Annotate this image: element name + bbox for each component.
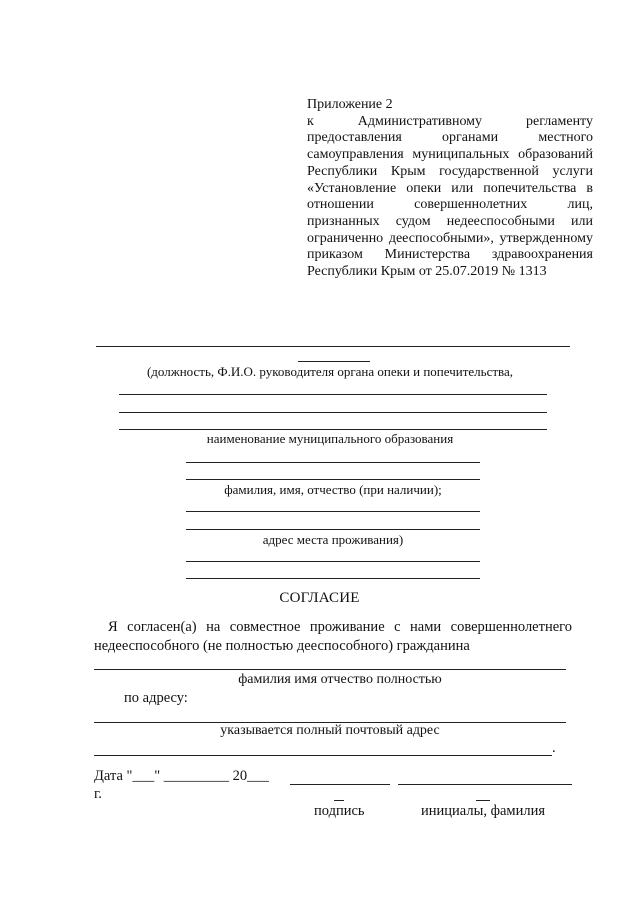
consent-heading: СОГЛАСИЕ	[279, 590, 360, 606]
postal-address-line	[94, 755, 552, 756]
header-line	[119, 429, 547, 430]
fio-caption: фамилия, имя, отчество (при наличии);	[224, 482, 442, 497]
header-line	[96, 346, 570, 347]
header-line	[186, 578, 480, 579]
trailing-period: .	[552, 740, 556, 756]
appendix-title: Приложение 2	[307, 97, 393, 112]
fio-full-caption: фамилия имя отчество полностью	[238, 672, 442, 687]
name-tick	[476, 800, 490, 801]
postal-caption: указывается полный почтовый адрес	[220, 723, 440, 738]
signature-caption: подпись	[314, 803, 365, 819]
appendix-block	[307, 97, 593, 281]
date-line: Дата "___" _________ 20___	[94, 768, 269, 784]
municipality-caption: наименование муниципального образования	[206, 431, 454, 446]
address-caption: адрес места проживания)	[262, 532, 404, 547]
header-line	[119, 394, 547, 395]
header-line	[186, 511, 480, 512]
header-line	[186, 479, 480, 480]
header-short-line	[298, 361, 370, 362]
appendix-text: к Административному регламенту предоставления органами местного самоуправления муниципальных образований Республики Крым государственной услуги «Установление опеки или попечительства в отношении совершеннолетних лиц, признанных судом недееспособными или ограниченно дееспособными», утвержденному приказом Министерства здравоохранения Республики Крым от 25.07.2019 № 1313	[307, 113, 593, 280]
year-suffix: г.	[94, 786, 102, 802]
header-line	[186, 529, 480, 530]
header-line	[186, 462, 480, 463]
address-label: по адресу:	[124, 690, 188, 706]
name-caption: инициалы, фамилия	[421, 803, 546, 819]
signature-line	[290, 784, 390, 785]
signature-tick	[334, 800, 344, 801]
consent-paragraph: Я согласен(а) на совместное проживание с нами совершеннолетнего недееспособного (не полностью дееспособного) гражданина	[94, 619, 572, 654]
fio-full-line	[94, 669, 566, 670]
name-line	[398, 784, 572, 785]
position-caption: (должность, Ф.И.О. руководителя органа опеки и попечительства,	[146, 364, 514, 379]
header-line	[119, 412, 547, 413]
header-line	[186, 561, 480, 562]
